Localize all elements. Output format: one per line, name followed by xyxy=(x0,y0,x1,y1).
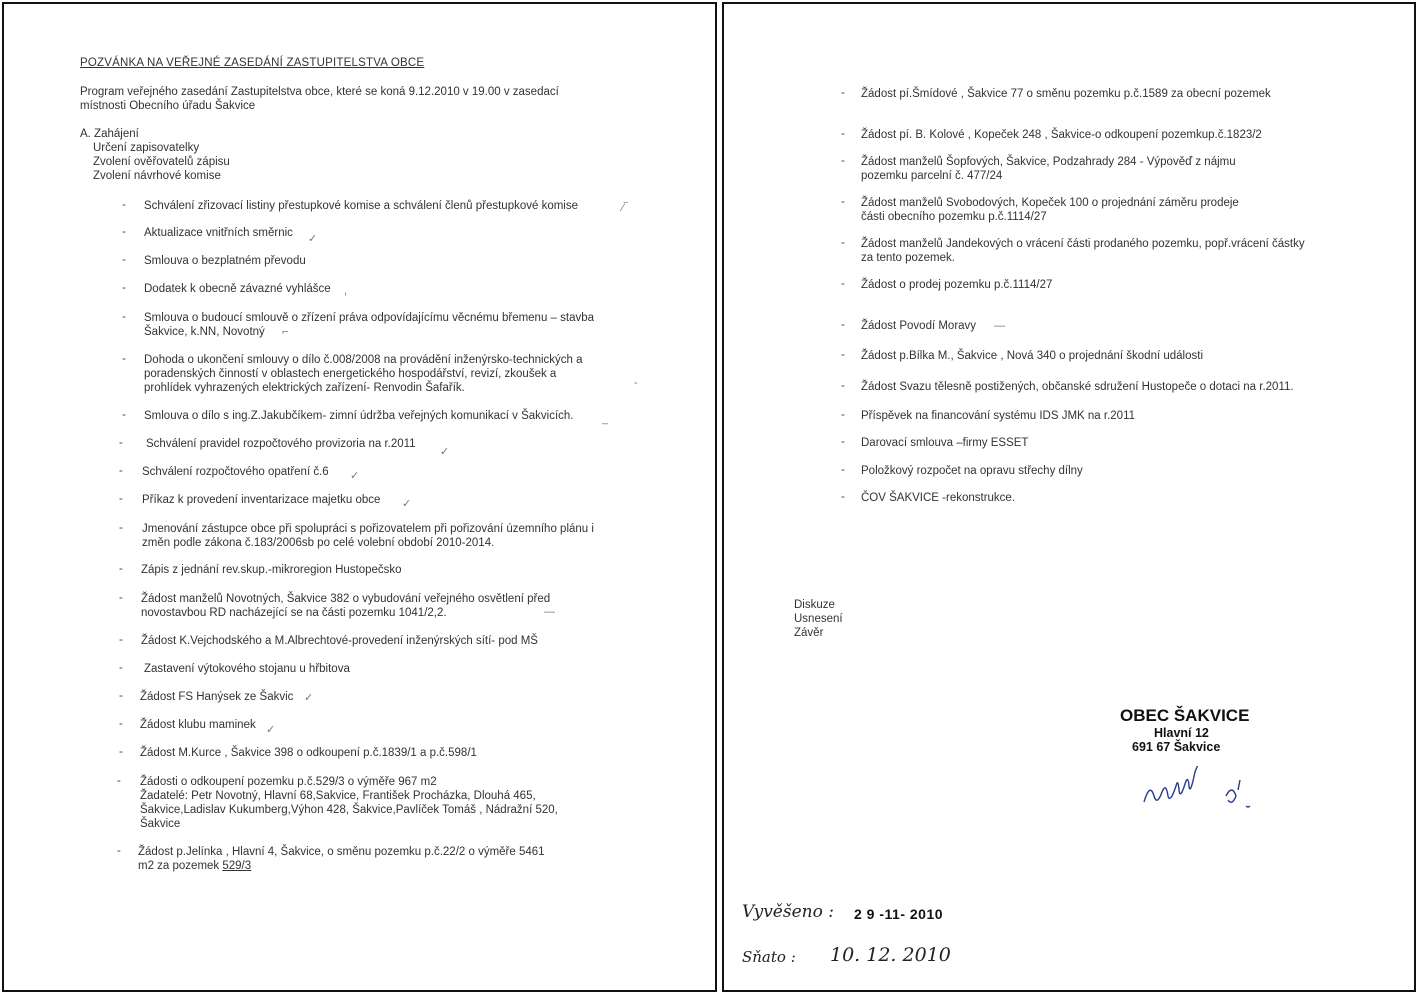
agenda-item-line: m2 za pozemek 529/3 xyxy=(138,860,252,872)
bullet-dash: - xyxy=(841,349,845,361)
stamp-city: 691 67 Šakvice xyxy=(1132,740,1221,754)
sub-item: Zvolení ověřovatelů zápisu xyxy=(93,156,230,168)
agenda-item-line: za tento pozemek. xyxy=(861,252,955,264)
bullet-dash: - xyxy=(122,282,126,294)
agenda-item-line: Šakvice,Ladislav Kukumberg,Výhon 428, Šakvice,Pavlíček Tomáš , Nádražní 520, xyxy=(140,804,558,816)
agenda-item-line: Jmenování zástupce obce při spolupráci s pořizovatelem při pořizování územního plánu i xyxy=(142,523,594,535)
agenda-item-line: Žádost M.Kurce , Šakvice 398 o odkoupení p.č.1839/1 a p.č.598/1 xyxy=(140,747,477,759)
bullet-dash: - xyxy=(119,437,123,449)
bullet-dash: - xyxy=(841,436,845,448)
closing-discussion: Diskuze xyxy=(794,599,835,611)
agenda-item-line: Příspěvek na financování systému IDS JMK na r.2011 xyxy=(861,410,1136,422)
bullet-dash: - xyxy=(119,465,123,477)
intro-line-1: Program veřejného zasedání Zastupitelstva obce, které se koná 9.12.2010 v 19.00 v zasedací xyxy=(80,86,559,98)
check-mark-icon: ✓ xyxy=(440,446,450,458)
agenda-item-line: Dodatek k obecně závazné vyhlášce xyxy=(144,283,331,295)
agenda-item-line: Žádost o prodej pozemku p.č.1114/27 xyxy=(861,279,1053,291)
agenda-item-line: Žádost FS Hanýsek ze Šakvic xyxy=(140,691,294,703)
agenda-item-line: Šakvice, k.NN, Novotný xyxy=(144,326,265,338)
stamp-street: Hlavní 12 xyxy=(1154,726,1209,740)
agenda-item-line: Žádost manželů Jandekových o vrácení části prodaného pozemku, popř.vrácení částky xyxy=(861,238,1305,250)
bullet-dash: - xyxy=(841,491,845,503)
agenda-item-line: Darovací smlouva –firmy ESSET xyxy=(861,437,1029,449)
check-mark-icon: — xyxy=(544,606,555,618)
bullet-dash: - xyxy=(841,464,845,476)
agenda-item-line: ČOV ŠAKVICE -rekonstrukce. xyxy=(861,492,1016,504)
agenda-item-line: Smlouva o budoucí smlouvě o zřízení práva odpovídajícímu věcnému břemenu – stavba xyxy=(144,312,595,324)
bullet-dash: - xyxy=(841,278,845,290)
bullet-dash: - xyxy=(841,87,845,99)
bullet-dash: - xyxy=(841,380,845,392)
bullet-dash: - xyxy=(841,196,845,208)
check-mark-icon: _ xyxy=(602,413,609,425)
agenda-item-line: Schválení zřizovací listiny přestupkové komise a schválení členů přestupkové komise xyxy=(144,200,579,212)
section-opening: A. Zahájení xyxy=(80,128,139,140)
agenda-item-line: Žádost K.Vejchodského a M.Albrechtové-provedení inženýrských sítí- pod MŠ xyxy=(141,635,538,647)
agenda-item-line: Šakvice xyxy=(140,818,181,830)
agenda-item-line: prohlídek vyhrazených elektrických zařízení- Renvodin Šafařík. xyxy=(144,382,465,394)
agenda-item-line: Aktualizace vnitřních směrnic xyxy=(144,227,293,239)
bullet-dash: - xyxy=(122,409,126,421)
bullet-dash: - xyxy=(119,563,123,575)
removed-date: 10. 12. 2010 xyxy=(830,944,951,966)
check-mark-icon: ✓ xyxy=(350,470,360,482)
agenda-item-line: Smlouva o bezplatném převodu xyxy=(144,255,306,267)
bullet-dash: - xyxy=(122,254,126,266)
check-mark-icon: ✓ xyxy=(308,233,318,245)
bullet-dash: - xyxy=(117,775,121,787)
bullet-dash: - xyxy=(119,662,123,674)
agenda-item-line: Zastavení výtokového stojanu u hřbitova xyxy=(144,663,350,675)
bullet-dash: - xyxy=(841,237,845,249)
bullet-dash: - xyxy=(119,592,123,604)
agenda-item-line: poradenských činností v oblastech energetického hospodářství, revizí, zkoušek a xyxy=(144,368,557,380)
posted-date: 2 9 -11- 2010 xyxy=(854,906,944,922)
check-mark-icon: ✓ xyxy=(402,498,412,510)
invitation-title: POZVÁNKA NA VEŘEJNÉ ZASEDÁNÍ ZASTUPITELSTVA OBCE xyxy=(80,57,425,69)
posted-label: Vyvěšeno : xyxy=(742,902,834,922)
agenda-item-line: Žadatelé: Petr Novotný, Hlavní 68,Sakvice, František Procházka, Dlouhá 465, xyxy=(140,790,536,802)
agenda-item-line: Schválení pravidel rozpočtového provizoria na r.2011 xyxy=(146,438,416,450)
check-mark-icon: ✓ xyxy=(266,724,276,736)
check-mark-icon: ⌐ xyxy=(282,326,289,338)
bullet-dash: - xyxy=(122,226,126,238)
bullet-dash: - xyxy=(122,311,126,323)
bullet-dash: - xyxy=(119,718,123,730)
bullet-dash: - xyxy=(119,690,123,702)
check-mark-icon: — xyxy=(994,320,1005,332)
stamp-municipality-name: OBEC ŠAKVICE xyxy=(1120,706,1250,725)
agenda-item-line: Žádost manželů Šopfových, Šakvice, Podzahrady 284 - Výpověď z nájmu xyxy=(861,156,1236,168)
bullet-dash: - xyxy=(841,409,845,421)
agenda-item-line: Žádosti o odkoupení pozemku p.č.529/3 o výměře 967 m2 xyxy=(140,776,437,788)
agenda-item-line: Dohoda o ukončení smlouvy o dílo č.008/2008 na provádění inženýrsko-technických a xyxy=(144,354,583,366)
intro-line-2: místnosti Obecního úřadu Šakvice xyxy=(80,100,256,112)
agenda-item-line: Žádost pí. B. Kolové , Kopeček 248 , Šakvice-o odkoupení pozemkup.č.1823/2 xyxy=(861,129,1262,141)
agenda-item-line: Žádost p.Bílka M., Šakvice , Nová 340 o projednání škodní události xyxy=(861,350,1203,362)
left-page xyxy=(2,2,717,992)
removed-label: Sňato : xyxy=(742,948,796,966)
agenda-item-line: Žádost pí.Šmídové , Šakvice 77 o směnu pozemku p.č.1589 za obecní pozemek xyxy=(861,88,1271,100)
agenda-item-line: Smlouva o dílo s ing.Z.Jakubčíkem- zimní údržba veřejných komunikací v Šakvicích. xyxy=(144,410,574,422)
agenda-item-line: Žádost manželů Svobodových, Kopeček 100 o projednání záměru prodeje xyxy=(861,197,1239,209)
check-mark-icon: ⁄‾ xyxy=(622,202,628,214)
agenda-item-line: Žádost klubu maminek xyxy=(140,719,256,731)
bullet-dash: - xyxy=(122,353,126,365)
check-mark-icon: , xyxy=(344,285,348,297)
check-mark-icon: - xyxy=(634,377,638,389)
bullet-dash: - xyxy=(119,746,123,758)
signature-image xyxy=(1134,766,1264,822)
agenda-item-line: Položkový rozpočet na opravu střechy dílny xyxy=(861,465,1083,477)
agenda-item-line: Žádost Povodí Moravy xyxy=(861,320,977,332)
sub-item: Určení zapisovatelky xyxy=(93,142,200,154)
agenda-item-line: Schválení rozpočtového opatření č.6 xyxy=(142,466,329,478)
closing-end: Závěr xyxy=(794,627,824,639)
bullet-dash: - xyxy=(841,319,845,331)
agenda-item-line: pozemku parcelní č. 477/24 xyxy=(861,170,1003,182)
bullet-dash: - xyxy=(117,845,121,857)
bullet-dash: - xyxy=(841,128,845,140)
right-page xyxy=(722,2,1416,992)
bullet-dash: - xyxy=(841,155,845,167)
agenda-item-line: Příkaz k provedení inventarizace majetku obce xyxy=(142,494,381,506)
bullet-dash: - xyxy=(119,493,123,505)
sub-item: Zvolení návrhové komise xyxy=(93,170,221,182)
parcel-number-underlined: 529/3 xyxy=(222,860,252,872)
agenda-item-line: Žádost Svazu tělesně postižených, občanské sdružení Hustopeče o dotaci na r.2011. xyxy=(861,381,1294,393)
agenda-item-line: Žádost manželů Novotných, Šakvice 382 o vybudování veřejného osvětlení před xyxy=(141,593,551,605)
agenda-item-line: změn podle zákona č.183/2006sb po celé volební období 2010-2014. xyxy=(142,537,495,549)
bullet-dash: - xyxy=(122,199,126,211)
agenda-item-line: Žádost p.Jelínka , Hlavní 4, Šakvice, o směnu pozemku p.č.22/2 o výměře 5461 xyxy=(138,846,545,858)
bullet-dash: - xyxy=(119,634,123,646)
bullet-dash: - xyxy=(119,522,123,534)
agenda-item-line: Zápis z jednání rev.skup.-mikroregion Hustopečsko xyxy=(141,564,402,576)
agenda-item-line: novostavbou RD nacházející se na části pozemku 1041/2,2. xyxy=(141,607,447,619)
check-mark-icon: ✓ xyxy=(304,692,314,704)
closing-resolution: Usnesení xyxy=(794,613,843,625)
agenda-item-line: části obecního pozemku p.č.1114/27 xyxy=(861,211,1047,223)
